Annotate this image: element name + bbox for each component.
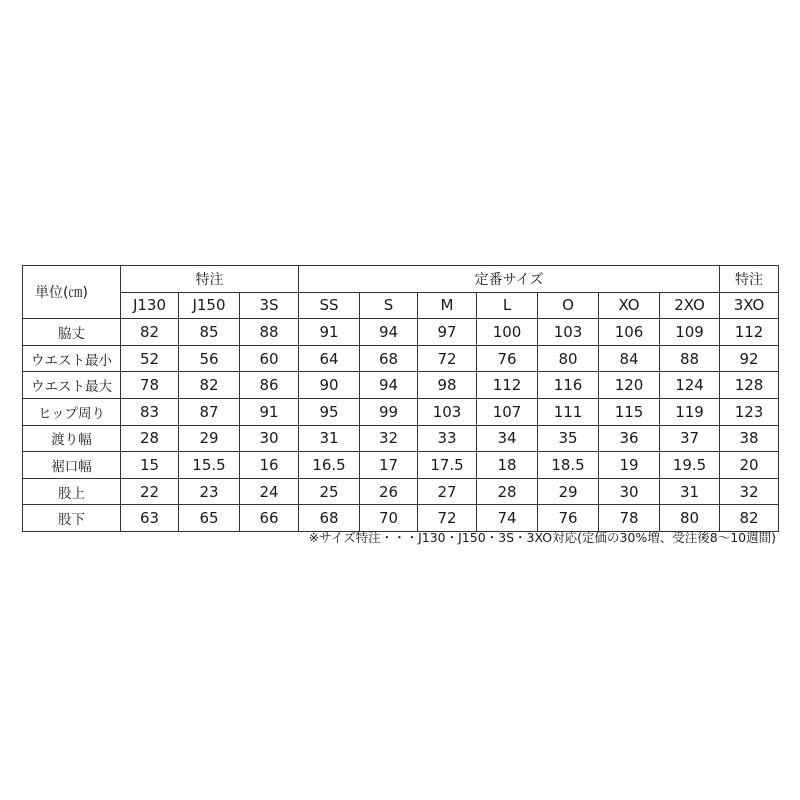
measurement-cell: 60 [240, 345, 299, 372]
measurement-cell: 80 [538, 345, 599, 372]
size-header: L [477, 292, 538, 319]
measurement-cell: 103 [538, 319, 599, 346]
measurement-cell: 83 [121, 398, 179, 425]
measurement-cell: 37 [660, 425, 720, 452]
measurement-cell: 19.5 [660, 452, 720, 479]
measurement-cell: 88 [660, 345, 720, 372]
size-header: J130 [121, 292, 179, 319]
measurement-cell: 91 [240, 398, 299, 425]
measurement-cell: 24 [240, 478, 299, 505]
measurement-cell: 82 [720, 505, 779, 532]
measurement-cell: 99 [360, 398, 418, 425]
measurement-cell: 31 [660, 478, 720, 505]
size-header: SS [299, 292, 360, 319]
measurement-cell: 74 [477, 505, 538, 532]
measurement-cell: 92 [720, 345, 779, 372]
measurement-cell: 27 [418, 478, 477, 505]
size-header: M [418, 292, 477, 319]
row-label: 脇丈 [23, 319, 121, 346]
measurement-cell: 23 [179, 478, 240, 505]
measurement-cell: 78 [599, 505, 660, 532]
measurement-cell: 65 [179, 505, 240, 532]
measurement-cell: 29 [538, 478, 599, 505]
measurement-cell: 116 [538, 372, 599, 399]
group-header-custom-small: 特注 [121, 266, 299, 293]
measurement-cell: 76 [538, 505, 599, 532]
row-label: ヒップ周り [23, 398, 121, 425]
measurement-cell: 25 [299, 478, 360, 505]
measurement-cell: 56 [179, 345, 240, 372]
table-row [23, 345, 779, 372]
size-header: 2XO [660, 292, 720, 319]
measurement-cell: 94 [360, 319, 418, 346]
measurement-cell: 82 [121, 319, 179, 346]
measurement-cell: 66 [240, 505, 299, 532]
row-label: 裾口幅 [23, 452, 121, 479]
measurement-cell: 63 [121, 505, 179, 532]
measurement-cell: 33 [418, 425, 477, 452]
size-header: J150 [179, 292, 240, 319]
measurement-cell: 119 [660, 398, 720, 425]
measurement-cell: 72 [418, 505, 477, 532]
measurement-cell: 120 [599, 372, 660, 399]
measurement-cell: 28 [121, 425, 179, 452]
measurement-cell: 109 [660, 319, 720, 346]
measurement-cell: 95 [299, 398, 360, 425]
measurement-cell: 72 [418, 345, 477, 372]
measurement-cell: 70 [360, 505, 418, 532]
measurement-cell: 124 [660, 372, 720, 399]
unit-label: 単位(㎝) [23, 266, 121, 319]
measurement-cell: 28 [477, 478, 538, 505]
size-header: XO [599, 292, 660, 319]
measurement-cell: 68 [299, 505, 360, 532]
group-header-row [23, 266, 779, 293]
measurement-cell: 86 [240, 372, 299, 399]
measurement-cell: 29 [179, 425, 240, 452]
measurement-cell: 90 [299, 372, 360, 399]
measurement-cell: 107 [477, 398, 538, 425]
measurement-cell: 22 [121, 478, 179, 505]
size-header: 3XO [720, 292, 779, 319]
row-label: 股下 [23, 505, 121, 532]
measurement-cell: 78 [121, 372, 179, 399]
measurement-cell: 123 [720, 398, 779, 425]
group-header-custom-large: 特注 [720, 266, 779, 293]
measurement-cell: 100 [477, 319, 538, 346]
measurement-cell: 15.5 [179, 452, 240, 479]
measurement-cell: 17 [360, 452, 418, 479]
measurement-cell: 128 [720, 372, 779, 399]
measurement-cell: 68 [360, 345, 418, 372]
table-row [23, 478, 779, 505]
measurement-cell: 18.5 [538, 452, 599, 479]
measurement-cell: 16.5 [299, 452, 360, 479]
measurement-cell: 80 [660, 505, 720, 532]
row-label: 股上 [23, 478, 121, 505]
measurement-cell: 35 [538, 425, 599, 452]
measurement-cell: 112 [720, 319, 779, 346]
measurement-cell: 106 [599, 319, 660, 346]
measurement-cell: 84 [599, 345, 660, 372]
measurement-cell: 76 [477, 345, 538, 372]
group-header-standard: 定番サイズ [299, 266, 720, 293]
measurement-cell: 38 [720, 425, 779, 452]
measurement-cell: 111 [538, 398, 599, 425]
measurement-cell: 103 [418, 398, 477, 425]
size-header: S [360, 292, 418, 319]
measurement-cell: 16 [240, 452, 299, 479]
size-footnote: ※サイズ特注・・・J130・J150・3S・3XO対応(定価の30%増、受注後8〜10週間) [308, 530, 776, 545]
table-row [23, 425, 779, 452]
measurement-cell: 19 [599, 452, 660, 479]
measurement-cell: 36 [599, 425, 660, 452]
measurement-cell: 112 [477, 372, 538, 399]
measurement-cell: 30 [599, 478, 660, 505]
table-row [23, 398, 779, 425]
measurement-cell: 64 [299, 345, 360, 372]
size-header-row [23, 292, 779, 319]
measurement-cell: 85 [179, 319, 240, 346]
measurement-cell: 20 [720, 452, 779, 479]
table-row [23, 372, 779, 399]
measurement-cell: 18 [477, 452, 538, 479]
measurement-cell: 88 [240, 319, 299, 346]
measurement-cell: 94 [360, 372, 418, 399]
table-row [23, 319, 779, 346]
measurement-cell: 32 [720, 478, 779, 505]
row-label: ウエスト最小 [23, 345, 121, 372]
measurement-cell: 98 [418, 372, 477, 399]
measurement-cell: 31 [299, 425, 360, 452]
measurement-cell: 15 [121, 452, 179, 479]
row-label: ウエスト最大 [23, 372, 121, 399]
measurement-cell: 30 [240, 425, 299, 452]
measurement-cell: 17.5 [418, 452, 477, 479]
row-label: 渡り幅 [23, 425, 121, 452]
measurement-cell: 26 [360, 478, 418, 505]
size-header: O [538, 292, 599, 319]
measurement-cell: 32 [360, 425, 418, 452]
measurement-cell: 82 [179, 372, 240, 399]
measurement-cell: 52 [121, 345, 179, 372]
measurement-cell: 34 [477, 425, 538, 452]
measurement-cell: 91 [299, 319, 360, 346]
measurement-cell: 97 [418, 319, 477, 346]
size-table-body [23, 319, 779, 532]
size-chart-table [22, 265, 779, 532]
table-row [23, 452, 779, 479]
measurement-cell: 87 [179, 398, 240, 425]
measurement-cell: 115 [599, 398, 660, 425]
size-header: 3S [240, 292, 299, 319]
